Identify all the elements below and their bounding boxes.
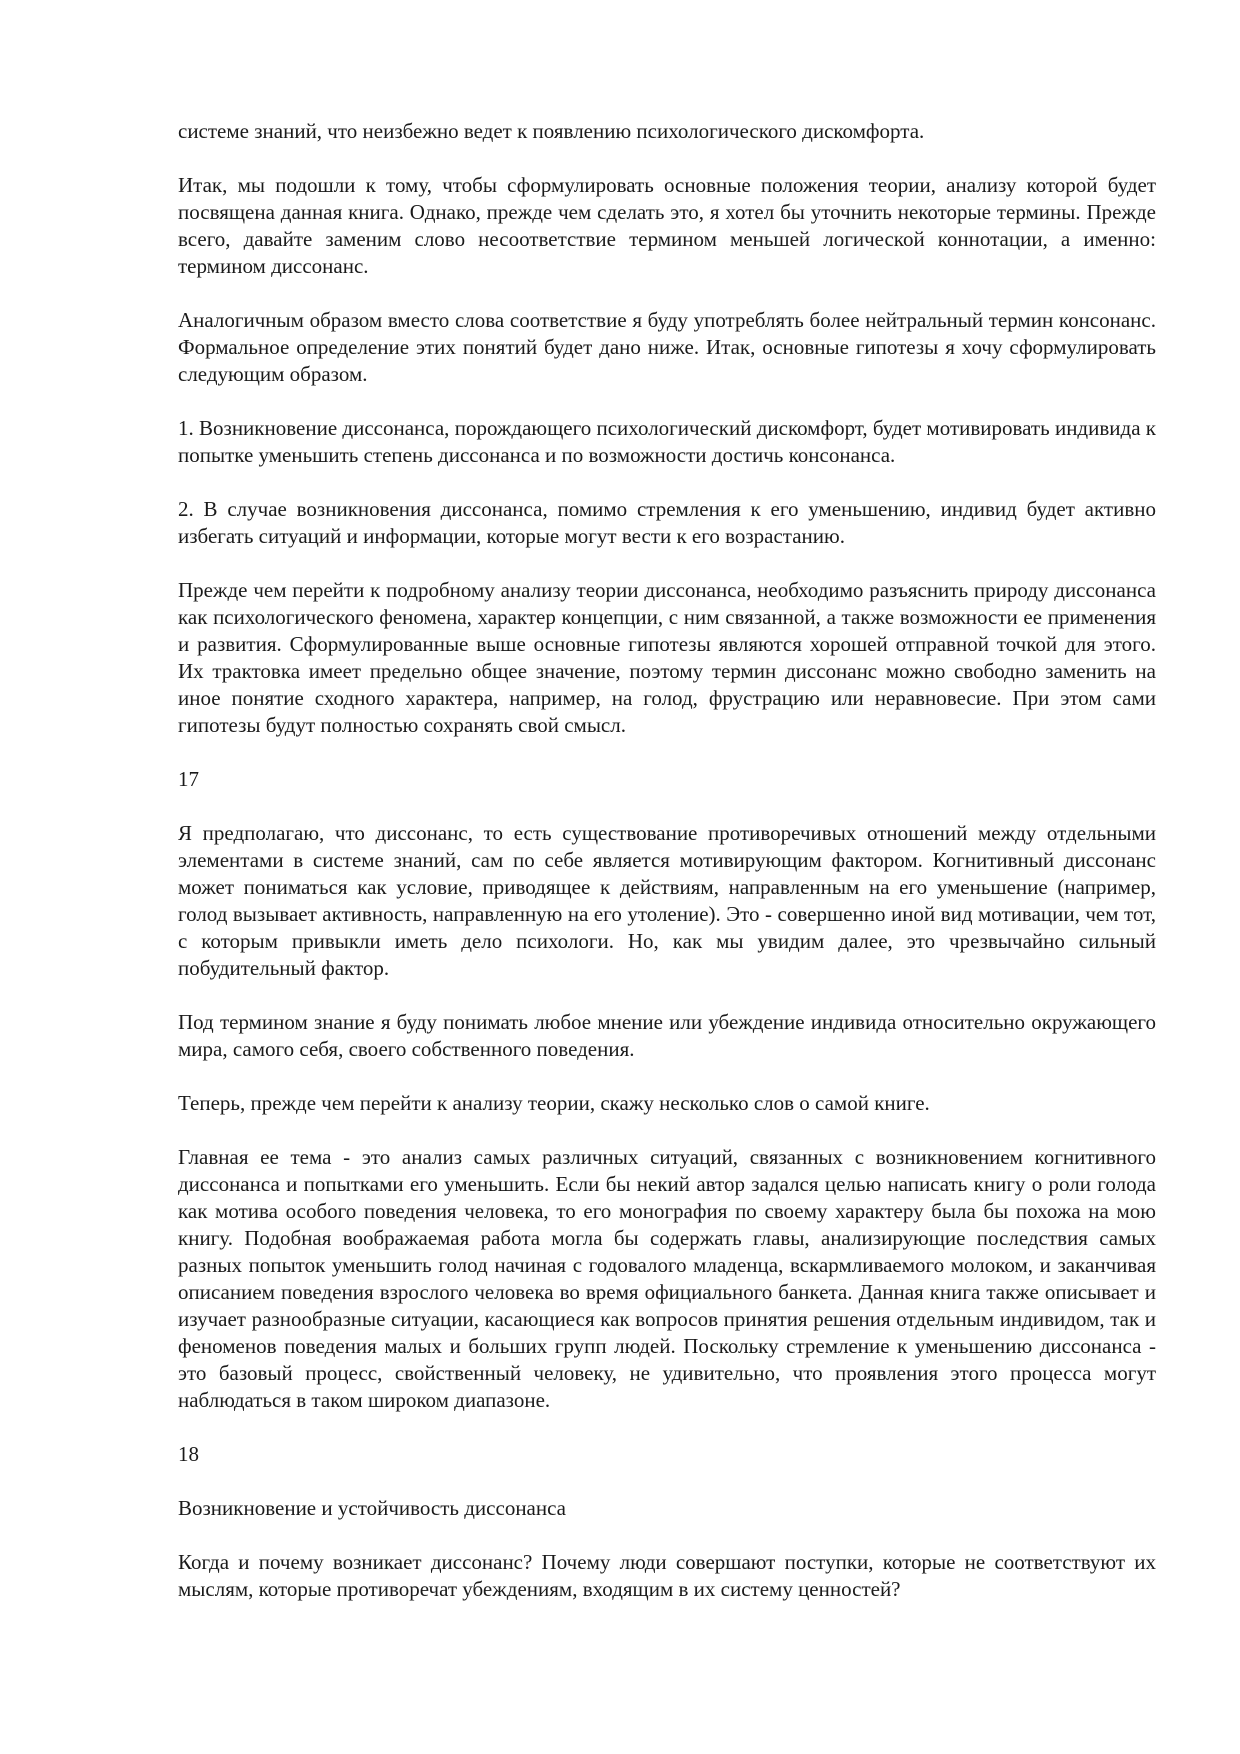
paragraph: Теперь, прежде чем перейти к анализу теории, скажу несколько слов о самой книге. — [178, 1091, 930, 1115]
paragraph: Когда и почему возникает диссонанс? Почему люди совершают поступки, которые не соответствуют их мыслям, которые противоречат убеждениям, входящим в их систему ценностей? — [178, 1550, 1156, 1601]
paragraph: Под термином знание я буду понимать любое мнение или убеждение индивида относительно окружающего мира, самого себя, своего собственного поведения. — [178, 1010, 1156, 1061]
page-number: 18 — [178, 1442, 199, 1466]
document-page — [178, 118, 1156, 1630]
page-number: 17 — [178, 767, 199, 791]
paragraph: Я предполагаю, что диссонанс, то есть существование противоречивых отношений между отдельными элементами в системе знаний, сам по себе является мотивирующим фактором. Когнитивный диссонанс может пониматься как условие, приводящее к действиям, направленным на его уменьшение (например, голод вызывает активность, направленную на его утоление). Это - совершенно иной вид мотивации, чем тот, с которым привыкли иметь дело психологи. Но, как мы увидим далее, это чрезвычайно сильный побудительный фактор. — [178, 821, 1156, 980]
paragraph: Прежде чем перейти к подробному анализу теории диссонанса, необходимо разъяснить природу диссонанса как психологического феномена, характер концепции, с ним связанной, а также возможности ее применения и развития. Сформулированные выше основные гипотезы являются хорошей отправной точкой для этого. Их трактовка имеет предельно общее значение, поэтому термин диссонанс можно свободно заменить на иное понятие сходного характера, например, на голод, фрустрацию или неравновесие. При этом сами гипотезы будут полностью сохранять свой смысл. — [178, 578, 1156, 737]
paragraph: системе знаний, что неизбежно ведет к появлению психологического дискомфорта. — [178, 119, 925, 143]
hypothesis-2: 2. В случае возникновения диссонанса, помимо стремления к его уменьшению, индивид будет активно избегать ситуаций и информации, которые могут вести к его возрастанию. — [178, 497, 1156, 548]
paragraph: Главная ее тема - это анализ самых различных ситуаций, связанных с возникновением когнитивного диссонанса и попытками его уменьшить. Если бы некий автор задался целью написать книгу о роли голода как мотива особого поведения человека, то его монография по своему характеру была бы похожа на мою книгу. Подобная воображаемая работа могла бы содержать главы, анализирующие последствия самых разных попыток уменьшить голод начиная с годовалого младенца, вскармливаемого молоком, и заканчивая описанием поведения взрослого человека во время официального банкета. Данная книга также описывает и изучает разнообразные ситуации, касающиеся как вопросов принятия решения отдельным индивидом, так и феноменов поведения малых и больших групп людей. Поскольку стремление к уменьшению диссонанса - это базовый процесс, свойственный человеку, не удивительно, что проявления этого процесса могут наблюдаться в таком широком диапазоне. — [178, 1145, 1156, 1412]
paragraph: Аналогичным образом вместо слова соответствие я буду употреблять более нейтральный термин консонанс. Формальное определение этих понятий будет дано ниже. Итак, основные гипотезы я хочу сформулировать следующим образом. — [178, 308, 1156, 386]
hypothesis-1: 1. Возникновение диссонанса, порождающего психологический дискомфорт, будет мотивировать индивида к попытке уменьшить степень диссонанса и по возможности достичь консонанса. — [178, 416, 1156, 467]
paragraph: Итак, мы подошли к тому, чтобы сформулировать основные положения теории, анализу которой будет посвящена данная книга. Однако, прежде чем сделать это, я хотел бы уточнить некоторые термины. Прежде всего, давайте заменим слово несоответствие термином меньшей логической коннотации, а именно: термином диссонанс. — [178, 173, 1156, 278]
section-title: Возникновение и устойчивость диссонанса — [178, 1496, 567, 1520]
